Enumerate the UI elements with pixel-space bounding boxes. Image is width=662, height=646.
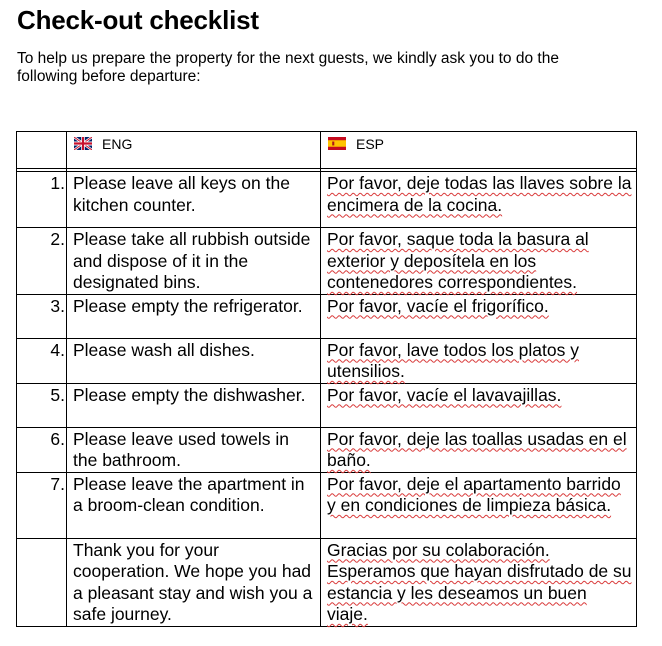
eng-text: Thank you for your cooperation. We hope you had a pleasant stay and wish you a safe journey. bbox=[73, 539, 313, 624]
table-row bbox=[17, 294, 637, 338]
eng-text-cell bbox=[67, 338, 321, 383]
eng-text: Please leave all keys on the kitchen counter. bbox=[73, 173, 290, 215]
esp-text: Por favor, deje las toallas usadas en el baño. bbox=[327, 428, 627, 470]
table-row bbox=[17, 228, 637, 295]
row-number-cell bbox=[17, 383, 67, 427]
eng-text: Please empty the dishwasher. bbox=[73, 384, 306, 405]
eng-text-cell bbox=[67, 427, 321, 472]
eng-text: Please empty the refrigerator. bbox=[73, 295, 303, 316]
header-esp-cell bbox=[321, 132, 637, 169]
esp-text: Por favor, vacíe el frigorífico. bbox=[327, 295, 549, 316]
row-number-cell bbox=[17, 472, 67, 538]
eng-text-cell bbox=[67, 383, 321, 427]
table-row bbox=[17, 538, 637, 626]
eng-text: Please leave used towels in the bathroom. bbox=[73, 428, 289, 470]
row-number: 3. bbox=[50, 295, 65, 316]
esp-text: Por favor, lave todos los platos y utensilios. bbox=[327, 339, 579, 381]
table-header-row bbox=[17, 132, 637, 169]
intro-paragraph: To help us prepare the property for the next guests, we kindly ask you to do the following before departure: bbox=[17, 50, 559, 85]
row-number: 4. bbox=[50, 339, 65, 360]
esp-text: Por favor, vacíe el lavavajillas. bbox=[327, 384, 562, 405]
esp-text-cell bbox=[321, 427, 637, 472]
esp-text: Gracias por su colaboración. Esperamos que hayan disfrutado de su estancia y les deseamos un buen viaje. bbox=[327, 539, 632, 624]
row-number-cell bbox=[17, 427, 67, 472]
esp-text-cell bbox=[321, 538, 637, 626]
row-number-cell bbox=[17, 294, 67, 338]
eng-text: Please leave the apartment in a broom-clean condition. bbox=[73, 473, 305, 515]
row-number: 7. bbox=[50, 473, 65, 494]
table-row bbox=[17, 383, 637, 427]
eng-header-label: ENG bbox=[102, 136, 133, 152]
table-row bbox=[17, 338, 637, 383]
esp-text-cell bbox=[321, 172, 637, 228]
row-number: 1. bbox=[50, 173, 65, 193]
esp-text: Por favor, deje el apartamento barrido y en condiciones de limpieza básica. bbox=[327, 473, 621, 515]
table-row bbox=[17, 427, 637, 472]
header-number-cell bbox=[17, 132, 67, 169]
page-title: Check-out checklist bbox=[17, 5, 259, 35]
table-row bbox=[17, 172, 637, 228]
spain-flag-icon bbox=[328, 137, 346, 150]
eng-text-cell bbox=[67, 172, 321, 228]
header-eng-cell bbox=[67, 132, 321, 169]
eng-text-cell bbox=[67, 472, 321, 538]
uk-flag-icon bbox=[74, 137, 92, 150]
row-number: 5. bbox=[50, 384, 65, 405]
esp-text-cell bbox=[321, 338, 637, 383]
row-number-cell bbox=[17, 338, 67, 383]
esp-text-cell bbox=[321, 228, 637, 295]
row-number: 2. bbox=[50, 229, 65, 249]
row-number: 6. bbox=[50, 428, 65, 449]
table-row bbox=[17, 472, 637, 538]
eng-text: Please wash all dishes. bbox=[73, 339, 255, 360]
row-number-cell bbox=[17, 172, 67, 228]
esp-text-cell bbox=[321, 294, 637, 338]
row-number-cell bbox=[17, 228, 67, 295]
eng-text-cell bbox=[67, 538, 321, 626]
checklist-table bbox=[16, 131, 637, 627]
checklist-rows bbox=[17, 172, 637, 627]
row-number-cell bbox=[17, 538, 67, 626]
esp-text: Por favor, saque toda la basura al exterior y deposítela en los contenedores correspondientes. bbox=[327, 229, 589, 292]
eng-text-cell bbox=[67, 294, 321, 338]
eng-text-cell bbox=[67, 228, 321, 295]
esp-text-cell bbox=[321, 472, 637, 538]
esp-header-label: ESP bbox=[356, 136, 385, 152]
esp-text-cell bbox=[321, 383, 637, 427]
esp-text: Por favor, deje todas las llaves sobre la encimera de la cocina. bbox=[327, 173, 632, 215]
eng-text: Please take all rubbish outside and dispose of it in the designated bins. bbox=[73, 229, 311, 292]
